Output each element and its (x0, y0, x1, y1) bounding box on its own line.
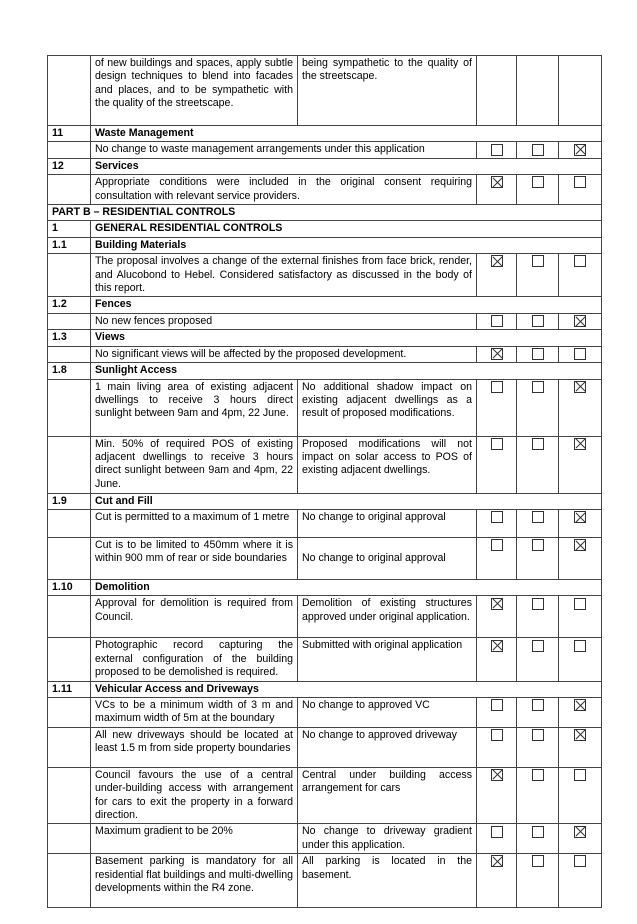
empty-box-icon[interactable] (491, 826, 503, 838)
checkbox-cell (559, 175, 602, 205)
section-number: 1 (48, 221, 91, 237)
checkbox-cell (559, 436, 602, 493)
empty-box-icon[interactable] (532, 176, 544, 188)
checked-box-icon[interactable] (574, 729, 586, 741)
control-cell: of new buildings and spaces, apply subtle design techniques to blend into facades and places, and to be sympathetic with the quality of the streetscape. (91, 56, 298, 126)
checkbox-cell (477, 767, 517, 824)
checkbox-cell (477, 142, 517, 158)
checkbox-cell (517, 175, 559, 205)
checked-box-icon[interactable] (574, 381, 586, 393)
control-cell: Council favours the use of a central under-building access with arrangement for cars to exit the property in a forward direction. (91, 767, 298, 824)
checkbox-cell (477, 596, 517, 638)
section-number: 1.9 (48, 493, 91, 509)
comment-cell: No change to original approval (298, 509, 477, 537)
table-row (48, 681, 602, 697)
table-row (48, 824, 602, 854)
checkbox-cell (477, 537, 517, 579)
empty-box-icon[interactable] (574, 769, 586, 781)
checkbox-cell (477, 346, 517, 362)
comment-cell: No change to waste management arrangements under this application (91, 142, 477, 158)
control-cell: Cut is to be limited to 450mm where it is within 900 mm of rear or side boundaries (91, 537, 298, 579)
section-number: 12 (48, 158, 91, 174)
empty-box-icon[interactable] (532, 826, 544, 838)
table-row (48, 727, 602, 767)
comment-cell: No change to approved driveway (298, 727, 477, 767)
table-row (48, 205, 602, 221)
section-title: Fences (91, 297, 602, 313)
control-cell: Basement parking is mandatory for all residential flat buildings and multi-dwelling developments within the R4 zone. (91, 854, 298, 908)
checkbox-cell (559, 824, 602, 854)
table-row (48, 330, 602, 346)
empty-box-icon[interactable] (491, 144, 503, 156)
section-number: 1.2 (48, 297, 91, 313)
checkbox-cell (517, 436, 559, 493)
empty-box-icon[interactable] (574, 255, 586, 267)
checkbox-cell (477, 509, 517, 537)
empty-box-icon[interactable] (532, 511, 544, 523)
section-number (48, 56, 91, 126)
table-row (48, 379, 602, 436)
table-row (48, 767, 602, 824)
checked-box-icon[interactable] (491, 255, 503, 267)
table-row (48, 56, 602, 126)
checkbox-cell (477, 175, 517, 205)
empty-box-icon[interactable] (491, 381, 503, 393)
checked-box-icon[interactable] (491, 855, 503, 867)
checkbox-cell (517, 854, 559, 908)
checkbox-cell (559, 379, 602, 436)
checkbox-cell (559, 697, 602, 727)
empty-box-icon[interactable] (532, 729, 544, 741)
empty-box-icon[interactable] (574, 176, 586, 188)
empty-box-icon[interactable] (532, 640, 544, 652)
section-number: 1.8 (48, 363, 91, 379)
checkbox-cell (517, 537, 559, 579)
section-number (48, 767, 91, 824)
section-title: Services (91, 158, 602, 174)
control-cell: 1 main living area of existing adjacent dwellings to receive 3 hours direct sunlight between 9am and 4pm, 22 June. (91, 379, 298, 436)
comment-cell: being sympathetic to the quality of the streetscape. (298, 56, 477, 126)
checkbox-cell (559, 56, 602, 126)
checkbox-cell (517, 697, 559, 727)
checked-box-icon[interactable] (574, 699, 586, 711)
section-title: Demolition (91, 579, 602, 595)
checked-box-icon[interactable] (574, 438, 586, 450)
section-title: Building Materials (91, 237, 602, 253)
section-number (48, 436, 91, 493)
checkbox-cell (517, 346, 559, 362)
empty-box-icon[interactable] (532, 381, 544, 393)
section-number (48, 727, 91, 767)
checked-box-icon[interactable] (574, 315, 586, 327)
comment-cell: All parking is located in the basement. (298, 854, 477, 908)
checkbox-cell (477, 854, 517, 908)
checkbox-cell (559, 313, 602, 329)
section-number (48, 596, 91, 638)
checkbox-cell (517, 596, 559, 638)
checkbox-cell (517, 767, 559, 824)
comment-cell: No significant views will be affected by the proposed development. (91, 346, 477, 362)
table-row (48, 363, 602, 379)
table-row (48, 221, 602, 237)
table-row (48, 436, 602, 493)
table-row (48, 579, 602, 595)
section-number: 11 (48, 126, 91, 142)
control-cell: VCs to be a minimum width of 3 m and maximum width of 5m at the boundary (91, 697, 298, 727)
checkbox-cell (559, 767, 602, 824)
comment-cell: No new fences proposed (91, 313, 477, 329)
checkbox-cell (517, 727, 559, 767)
comment-cell: Demolition of existing structures approved under original application. (298, 596, 477, 638)
section-number (48, 313, 91, 329)
section-number (48, 379, 91, 436)
section-number: 1.3 (48, 330, 91, 346)
control-cell: Approval for demolition is required from Council. (91, 596, 298, 638)
compliance-table-body (48, 56, 602, 908)
comment-cell: Proposed modifications will not impact on solar access to POS of existing adjacent dwellings. (298, 436, 477, 493)
checked-box-icon[interactable] (491, 640, 503, 652)
comment-cell: Submitted with original application (298, 638, 477, 681)
checkbox-cell (517, 824, 559, 854)
table-row (48, 126, 602, 142)
checked-box-icon[interactable] (574, 144, 586, 156)
table-row (48, 346, 602, 362)
table-row (48, 237, 602, 253)
table-row (48, 175, 602, 205)
table-row (48, 854, 602, 908)
checkbox-cell (477, 436, 517, 493)
comment-cell: No change to approved VC (298, 697, 477, 727)
checkbox-cell (477, 824, 517, 854)
section-number (48, 638, 91, 681)
table-row (48, 297, 602, 313)
checkbox-cell (559, 727, 602, 767)
checkbox-cell (477, 56, 517, 126)
table-row (48, 638, 602, 681)
section-number (48, 175, 91, 205)
checkbox-cell (477, 379, 517, 436)
checkbox-cell (477, 254, 517, 297)
table-row (48, 158, 602, 174)
empty-box-icon[interactable] (532, 144, 544, 156)
empty-box-icon[interactable] (491, 438, 503, 450)
checkbox-cell (517, 638, 559, 681)
section-title: Sunlight Access (91, 363, 602, 379)
checked-box-icon[interactable] (574, 511, 586, 523)
section-number (48, 142, 91, 158)
checkbox-cell (517, 313, 559, 329)
control-cell: Photographic record capturing the external configuration of the building proposed to be demolished is required. (91, 638, 298, 681)
checked-box-icon[interactable] (574, 539, 586, 551)
section-number (48, 254, 91, 297)
table-row (48, 537, 602, 579)
table-row (48, 313, 602, 329)
empty-box-icon[interactable] (574, 640, 586, 652)
control-cell: Cut is permitted to a maximum of 1 metre (91, 509, 298, 537)
empty-box-icon[interactable] (491, 699, 503, 711)
table-row (48, 509, 602, 537)
section-number (48, 509, 91, 537)
empty-box-icon[interactable] (532, 769, 544, 781)
checkbox-cell (559, 638, 602, 681)
empty-box-icon[interactable] (491, 729, 503, 741)
checkbox-cell (559, 142, 602, 158)
section-number: 1.11 (48, 681, 91, 697)
checked-box-icon[interactable] (491, 769, 503, 781)
section-number (48, 854, 91, 908)
checkbox-cell (517, 56, 559, 126)
checkbox-cell (517, 379, 559, 436)
empty-box-icon[interactable] (532, 255, 544, 267)
checked-box-icon[interactable] (491, 176, 503, 188)
section-title: Vehicular Access and Driveways (91, 681, 602, 697)
checkbox-cell (517, 142, 559, 158)
checkbox-cell (517, 509, 559, 537)
comment-cell: The proposal involves a change of the external finishes from face brick, render, and Alucobond to Hebel. Considered satisfactory as discussed in the body of this report. (91, 254, 477, 297)
comment-cell: Appropriate conditions were included in the original consent requiring consultation with relevant service providers. (91, 175, 477, 205)
table-row (48, 697, 602, 727)
comment-cell: No change to driveway gradient under this application. (298, 824, 477, 854)
checkbox-cell (477, 697, 517, 727)
checkbox-cell (559, 254, 602, 297)
checkbox-cell (477, 313, 517, 329)
empty-box-icon[interactable] (574, 855, 586, 867)
empty-box-icon[interactable] (491, 539, 503, 551)
section-title: Cut and Fill (91, 493, 602, 509)
section-number (48, 537, 91, 579)
empty-box-icon[interactable] (532, 855, 544, 867)
checked-box-icon[interactable] (491, 598, 503, 610)
empty-box-icon[interactable] (491, 315, 503, 327)
part-heading: PART B – RESIDENTIAL CONTROLS (48, 205, 602, 221)
section-number (48, 697, 91, 727)
control-cell: Min. 50% of required POS of existing adjacent dwellings to receive 3 hours direct sunlight between 9am and 4pm, 22 June. (91, 436, 298, 493)
checkbox-cell (477, 727, 517, 767)
empty-box-icon[interactable] (574, 348, 586, 360)
table-row (48, 596, 602, 638)
empty-box-icon[interactable] (532, 699, 544, 711)
checked-box-icon[interactable] (574, 826, 586, 838)
section-number: 1.10 (48, 579, 91, 595)
table-row (48, 254, 602, 297)
section-number (48, 824, 91, 854)
section-title: Views (91, 330, 602, 346)
section-title: Waste Management (91, 126, 602, 142)
section-number (48, 346, 91, 362)
control-cell: All new driveways should be located at least 1.5 m from side property boundaries (91, 727, 298, 767)
table-row (48, 142, 602, 158)
checked-box-icon[interactable] (491, 348, 503, 360)
table-row (48, 493, 602, 509)
checkbox-cell (559, 509, 602, 537)
control-cell: Maximum gradient to be 20% (91, 824, 298, 854)
comment-cell: Central under building access arrangement for cars (298, 767, 477, 824)
compliance-table (47, 55, 602, 908)
empty-box-icon[interactable] (532, 348, 544, 360)
empty-box-icon[interactable] (532, 438, 544, 450)
section-number: 1.1 (48, 237, 91, 253)
checkbox-cell (559, 854, 602, 908)
empty-box-icon[interactable] (574, 598, 586, 610)
empty-box-icon[interactable] (491, 511, 503, 523)
comment-cell: No change to original approval (298, 537, 477, 579)
checkbox-cell (559, 596, 602, 638)
checkbox-cell (477, 638, 517, 681)
empty-box-icon[interactable] (532, 315, 544, 327)
checkbox-cell (559, 537, 602, 579)
checkbox-cell (517, 254, 559, 297)
empty-box-icon[interactable] (532, 539, 544, 551)
comment-cell: No additional shadow impact on existing adjacent dwellings as a result of proposed modifications. (298, 379, 477, 436)
section-title: GENERAL RESIDENTIAL CONTROLS (91, 221, 602, 237)
checkbox-cell (559, 346, 602, 362)
empty-box-icon[interactable] (532, 598, 544, 610)
